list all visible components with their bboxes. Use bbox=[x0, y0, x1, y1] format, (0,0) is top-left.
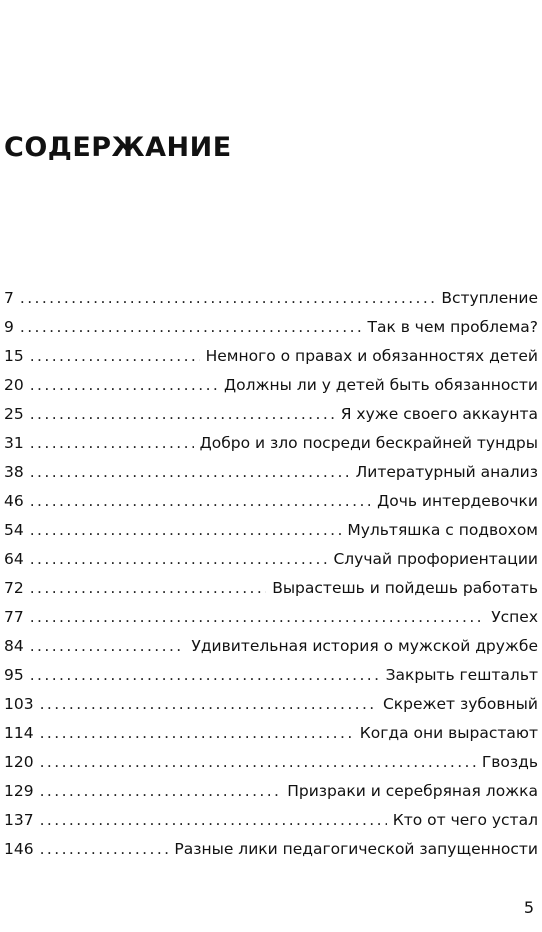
toc-entry[interactable] bbox=[4, 806, 538, 835]
toc-leader-dots bbox=[40, 835, 169, 864]
page-title: СОДЕРЖАНИЕ bbox=[4, 132, 232, 163]
toc-page-number: 77 bbox=[4, 608, 24, 626]
toc-page-number: 20 bbox=[4, 376, 24, 394]
toc-title: Разные лики педагогической запущенности bbox=[174, 840, 538, 858]
toc-page-number: 120 bbox=[4, 753, 34, 771]
toc-leader-dots bbox=[30, 342, 200, 371]
toc-title: Успех bbox=[491, 608, 538, 626]
toc-page-number: 54 bbox=[4, 521, 24, 539]
toc-leader-dots bbox=[30, 371, 218, 400]
toc-page-number: 84 bbox=[4, 637, 24, 655]
toc-page-number: 9 bbox=[4, 318, 14, 336]
toc-page-number: 72 bbox=[4, 579, 24, 597]
toc-title: Немного о правах и обязанностях детей bbox=[205, 347, 538, 365]
toc-title: Скрежет зубовный bbox=[382, 695, 538, 713]
toc-page-number: 46 bbox=[4, 492, 24, 510]
toc-leader-dots bbox=[40, 690, 377, 719]
toc-page-number: 114 bbox=[4, 724, 34, 742]
toc-entry[interactable] bbox=[4, 487, 538, 516]
toc-entry[interactable] bbox=[4, 777, 538, 806]
toc-leader-dots bbox=[40, 748, 476, 777]
page-number: 5 bbox=[523, 898, 534, 917]
toc-title: Должны ли у детей быть обязанности bbox=[224, 376, 538, 394]
toc-title: Литературный анализ bbox=[355, 463, 538, 481]
toc-entry[interactable] bbox=[4, 748, 538, 777]
toc-leader-dots bbox=[30, 516, 342, 545]
toc-entry[interactable] bbox=[4, 632, 538, 661]
toc-page-number: 64 bbox=[4, 550, 24, 568]
toc-leader-dots bbox=[30, 400, 335, 429]
toc-page-number: 129 bbox=[4, 782, 34, 800]
toc-page-number: 95 bbox=[4, 666, 24, 684]
toc-title: Так в чем проблема? bbox=[367, 318, 538, 336]
toc-entry[interactable] bbox=[4, 284, 538, 313]
toc-leader-dots bbox=[30, 429, 194, 458]
toc-leader-dots bbox=[30, 487, 371, 516]
toc-leader-dots bbox=[40, 719, 354, 748]
toc-page-number: 103 bbox=[4, 695, 34, 713]
toc-entry[interactable] bbox=[4, 400, 538, 429]
toc-title: Добро и зло посреди бескрайней тундры bbox=[199, 434, 538, 452]
toc-title: Гвоздь bbox=[481, 753, 538, 771]
toc-leader-dots bbox=[30, 603, 485, 632]
toc-page-number: 15 bbox=[4, 347, 24, 365]
toc-entry[interactable] bbox=[4, 429, 538, 458]
toc-page-number: 137 bbox=[4, 811, 34, 829]
toc-leader-dots bbox=[30, 574, 266, 603]
toc-page-number: 38 bbox=[4, 463, 24, 481]
toc-title: Вступление bbox=[441, 289, 538, 307]
toc-leader-dots bbox=[40, 806, 387, 835]
toc-leader-dots bbox=[30, 458, 350, 487]
toc-entry[interactable] bbox=[4, 719, 538, 748]
toc-entry[interactable] bbox=[4, 458, 538, 487]
toc-page-number: 7 bbox=[4, 289, 14, 307]
toc-title: Дочь интердевочки bbox=[377, 492, 538, 510]
toc-entry[interactable] bbox=[4, 371, 538, 400]
toc-page-number: 146 bbox=[4, 840, 34, 858]
toc-entry[interactable] bbox=[4, 574, 538, 603]
toc-leader-dots bbox=[30, 661, 380, 690]
toc-title: Закрыть гештальт bbox=[385, 666, 538, 684]
toc-page-number: 25 bbox=[4, 405, 24, 423]
toc-leader-dots bbox=[40, 777, 282, 806]
toc-leader-dots bbox=[30, 545, 328, 574]
toc-entry[interactable] bbox=[4, 313, 538, 342]
toc-title: Когда они вырастают bbox=[359, 724, 538, 742]
toc-title: Случай профориентации bbox=[333, 550, 538, 568]
toc-entry[interactable] bbox=[4, 690, 538, 719]
toc-entry[interactable] bbox=[4, 516, 538, 545]
toc-entry[interactable] bbox=[4, 661, 538, 690]
toc-title: Кто от чего устал bbox=[392, 811, 538, 829]
toc-leader-dots bbox=[20, 284, 435, 313]
toc-title: Призраки и серебряная ложка bbox=[287, 782, 538, 800]
toc-title: Мультяшка с подвохом bbox=[347, 521, 538, 539]
toc-page-number: 31 bbox=[4, 434, 24, 452]
toc-entry[interactable] bbox=[4, 545, 538, 574]
toc-title: Я хуже своего аккаунта bbox=[340, 405, 538, 423]
toc-entry[interactable] bbox=[4, 342, 538, 371]
toc-entry[interactable] bbox=[4, 835, 538, 864]
toc-title: Вырастешь и пойдешь работать bbox=[272, 579, 538, 597]
toc-leader-dots bbox=[20, 313, 362, 342]
toc-entry[interactable] bbox=[4, 603, 538, 632]
table-of-contents bbox=[4, 284, 538, 864]
toc-title: Удивительная история о мужской дружбе bbox=[191, 637, 538, 655]
toc-leader-dots bbox=[30, 632, 186, 661]
